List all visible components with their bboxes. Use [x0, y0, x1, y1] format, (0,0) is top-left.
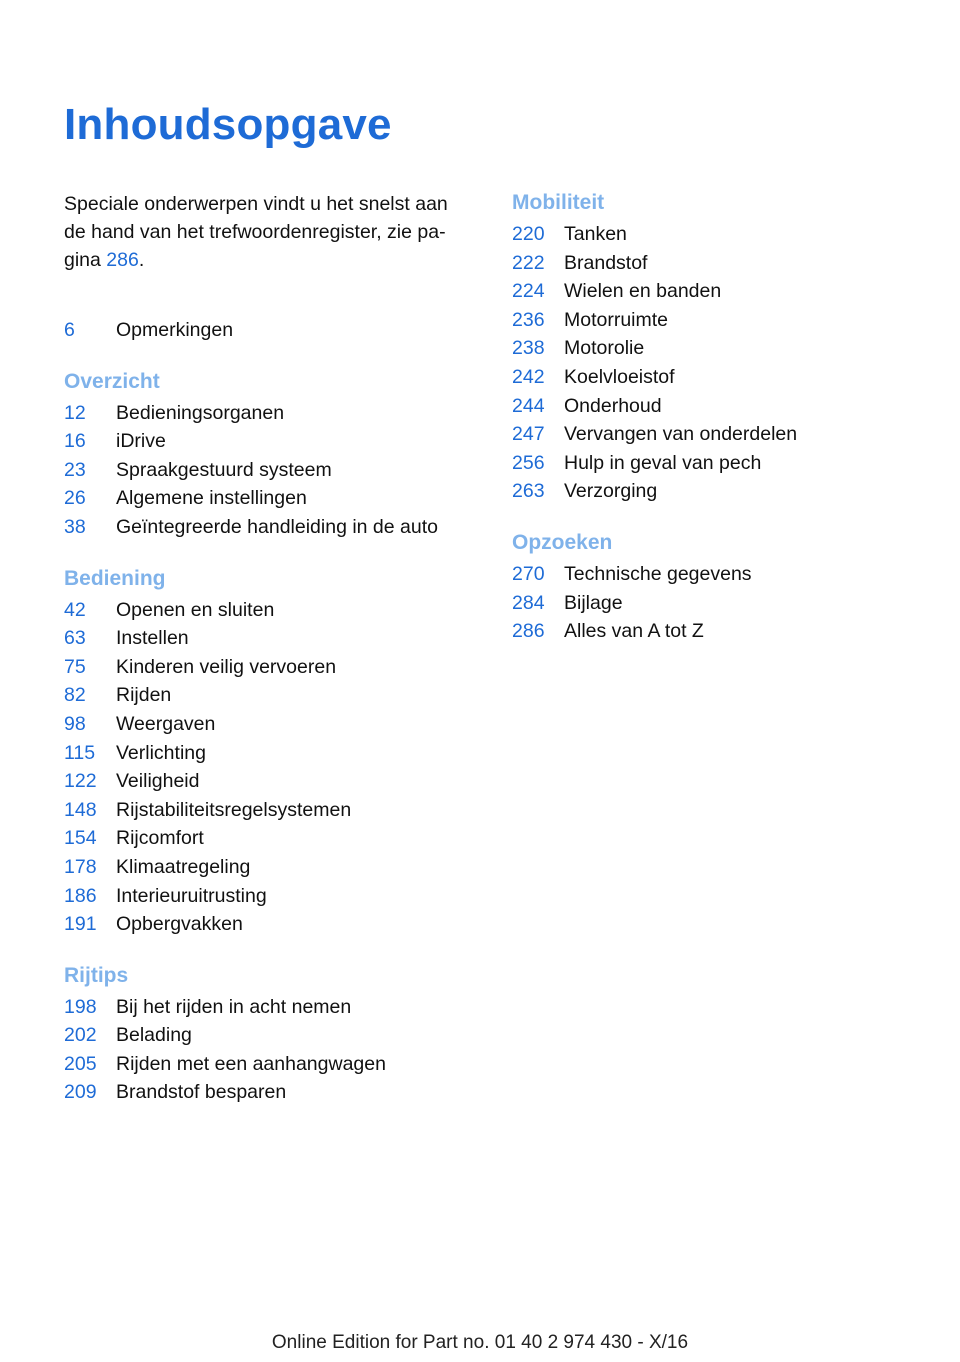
toc-section: [64, 959, 484, 1107]
toc-page-number: 38: [64, 515, 86, 538]
toc-entry-label: Brandstof besparen: [116, 1081, 287, 1104]
toc-page-number: 23: [64, 458, 86, 481]
toc-entry-label: Spraakgestuurd systeem: [116, 458, 332, 481]
toc-page-number: 12: [64, 401, 86, 424]
toc-entry[interactable]: [512, 363, 932, 392]
toc-entry-label: Motorruimte: [564, 308, 669, 331]
toc-section: [512, 186, 932, 506]
toc-page-number: 284: [512, 591, 545, 614]
toc-entry-label: Veiligheid: [116, 770, 200, 793]
toc-entry-label: Bij het rijden in acht nemen: [116, 995, 352, 1018]
toc-page-number: 26: [64, 487, 86, 510]
toc-entry[interactable]: [512, 560, 932, 589]
toc-entry-label: Instellen: [116, 627, 189, 650]
toc-entry-label: Geïntegreerde handleiding in de auto: [116, 515, 438, 538]
toc-entry[interactable]: [64, 853, 484, 882]
toc-page-number: 286: [512, 620, 545, 643]
toc-page-number: 154: [64, 827, 97, 850]
toc-entry[interactable]: [512, 392, 932, 421]
toc-entry[interactable]: [64, 739, 484, 768]
toc-entry-label: Interieuruitrusting: [116, 884, 267, 907]
toc-entry[interactable]: [64, 767, 484, 796]
toc-entry[interactable]: [64, 910, 484, 939]
toc-entry[interactable]: [64, 796, 484, 825]
toc-entry[interactable]: [512, 420, 932, 449]
toc-page-number: 148: [64, 798, 97, 821]
toc-page-number: 198: [64, 995, 97, 1018]
toc-entry[interactable]: [512, 617, 932, 646]
toc-entry[interactable]: [64, 653, 484, 682]
toc-page-number: 191: [64, 913, 97, 936]
toc-entry[interactable]: [64, 316, 484, 345]
toc-page-number: 82: [64, 684, 86, 707]
section-heading: Mobiliteit: [512, 191, 605, 214]
toc-entry-label: iDrive: [116, 430, 166, 453]
toc-page-number: 263: [512, 480, 545, 503]
toc-page-number: 209: [64, 1081, 97, 1104]
toc-entry-label: Hulp in geval van pech: [564, 451, 762, 474]
toc-entry[interactable]: [64, 399, 484, 428]
toc-page-number: 75: [64, 655, 86, 678]
toc-right-column: [512, 186, 932, 646]
toc-entry-label: Brandstof: [564, 251, 648, 274]
toc-page-number: 16: [64, 430, 86, 453]
toc-entry-label: Belading: [116, 1024, 192, 1047]
toc-entry[interactable]: [64, 1050, 484, 1079]
intro-end: .: [138, 249, 145, 271]
toc-page-number: 236: [512, 308, 545, 331]
toc-page-number: 247: [512, 423, 545, 446]
toc-left-sections: [64, 365, 484, 1107]
intro-text: Speciale onderwerpen vindt u het snelst aan de hand van het trefwoordenregister, zie pa-gina: [64, 193, 448, 271]
toc-entry-label: Vervangen van onderdelen: [564, 423, 798, 446]
toc-page-number: 186: [64, 884, 97, 907]
page-title: Inhoudsopgave: [64, 100, 392, 149]
toc-entry[interactable]: [64, 710, 484, 739]
toc-entry-label: Tanken: [564, 223, 627, 245]
toc-entry[interactable]: [64, 624, 484, 653]
toc-entry-label: Kinderen veilig vervoeren: [116, 655, 337, 678]
toc-entry[interactable]: [512, 449, 932, 478]
toc-page-number: 6: [64, 319, 75, 341]
toc-entry-label: Opbergvakken: [116, 913, 243, 936]
toc-page-number: 244: [512, 394, 545, 417]
toc-entry[interactable]: [64, 513, 484, 542]
toc-entry-label: Bedieningsorganen: [116, 401, 285, 424]
toc-entry[interactable]: [512, 589, 932, 618]
toc-page-number: 115: [64, 741, 96, 764]
toc-section: [64, 365, 484, 542]
toc-page-number: 98: [64, 712, 86, 735]
toc-entry[interactable]: [512, 220, 932, 249]
toc-entry[interactable]: [64, 456, 484, 485]
toc-page-number: 224: [512, 280, 545, 303]
toc-page-number: 63: [64, 627, 86, 650]
toc-entry[interactable]: [512, 277, 932, 306]
toc-entry[interactable]: [512, 306, 932, 335]
toc-entry-label: Verlichting: [116, 741, 206, 764]
toc-entry[interactable]: [64, 596, 484, 625]
toc-entry-label: Motorolie: [564, 337, 645, 360]
toc-section: [512, 526, 932, 646]
toc-entry-label: Alles van A tot Z: [564, 620, 704, 643]
toc-right-sections: [512, 186, 932, 646]
toc-page-number: 122: [64, 770, 97, 793]
spacer: [512, 506, 932, 526]
toc-entry-label: Weergaven: [116, 712, 216, 735]
toc-page-number: 202: [64, 1024, 97, 1047]
toc-entry[interactable]: [512, 477, 932, 506]
toc-section: [64, 562, 484, 939]
toc-entry[interactable]: [64, 882, 484, 911]
section-heading: Rijtips: [64, 963, 129, 987]
toc-entry[interactable]: [64, 824, 484, 853]
toc-entry[interactable]: [64, 427, 484, 456]
toc-entry-label: Technische gegevens: [564, 562, 752, 585]
toc-entry-label: Opmerkingen: [116, 319, 234, 341]
toc-entry-label: Verzorging: [564, 480, 658, 503]
toc-page-number: 222: [512, 251, 545, 274]
spacer: [64, 542, 484, 562]
toc-entry-label: Wielen en banden: [564, 280, 722, 303]
toc-entry[interactable]: [512, 249, 932, 278]
index-page-link[interactable]: 286: [106, 249, 139, 271]
toc-entry-label: Koelvloeistof: [564, 365, 675, 388]
toc-page-number: 220: [512, 223, 545, 245]
footer-edition: Online Edition for Part no. 01 40 2 974 430 - X/16: [271, 1332, 689, 1353]
toc-page-number: 242: [512, 365, 545, 388]
toc-entry-label: Bijlage: [564, 591, 623, 614]
toc-entry-label: Rijcomfort: [116, 827, 204, 850]
spacer: [64, 939, 484, 959]
toc-entry-label: Rijstabiliteitsregelsystemen: [116, 798, 352, 821]
toc-entry[interactable]: [64, 1021, 484, 1050]
toc-page-number: 42: [64, 598, 86, 621]
toc-entry[interactable]: [64, 484, 484, 513]
section-heading: Overzicht: [64, 369, 160, 393]
toc-page-number: 178: [64, 855, 97, 878]
toc-entry[interactable]: [512, 334, 932, 363]
intro-paragraph: [64, 190, 464, 274]
toc-entry-label: Algemene instellingen: [116, 487, 307, 510]
toc-entry[interactable]: [64, 993, 484, 1022]
spacer: [64, 345, 484, 365]
toc-entry-label: Rijden met een aanhangwagen: [116, 1052, 386, 1075]
toc-entry-label: Openen en sluiten: [116, 598, 275, 621]
toc-page-number: 238: [512, 337, 545, 360]
toc-entry-label: Rijden: [116, 684, 172, 707]
section-heading: Bediening: [64, 566, 166, 590]
toc-page-number: 205: [64, 1052, 97, 1075]
toc-page-number: 270: [512, 562, 545, 585]
toc-entry-label: Klimaatregeling: [116, 855, 251, 878]
section-heading: Opzoeken: [512, 530, 613, 554]
toc-page-number: 256: [512, 451, 545, 474]
toc-entry-label: Onderhoud: [564, 394, 662, 417]
toc-entry[interactable]: [64, 1078, 484, 1107]
toc-left-column: [64, 316, 484, 1107]
toc-entry[interactable]: [64, 681, 484, 710]
